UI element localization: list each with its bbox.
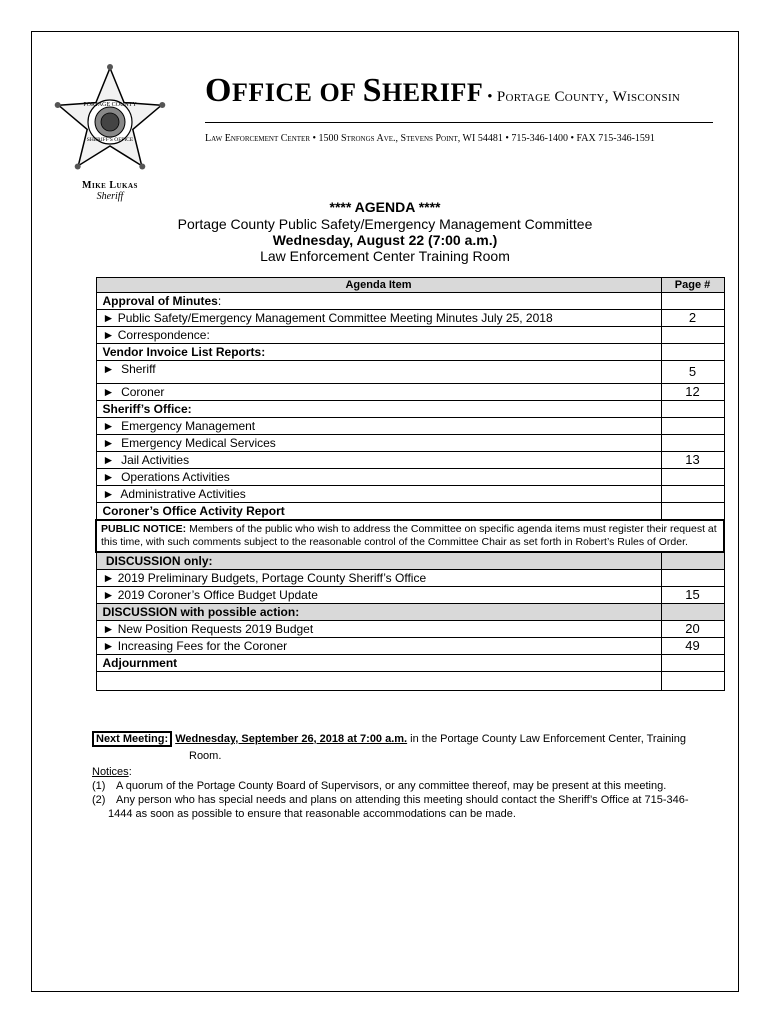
table-header-row <box>96 278 724 293</box>
star-tip-ball <box>159 102 165 108</box>
title-word-office: FFICE OF <box>231 78 363 107</box>
next-meeting-date: Wednesday, September 26, 2018 at 7:00 a.m. <box>175 733 408 745</box>
item-label: Coroner <box>121 385 165 399</box>
section-suffix: : <box>217 294 222 308</box>
table-row <box>96 344 724 361</box>
table-row <box>96 452 724 469</box>
table-row <box>96 401 724 418</box>
notices-colon: : <box>128 766 132 778</box>
page-number: 12 <box>661 384 724 401</box>
table-row <box>96 552 724 570</box>
agenda-item <box>96 587 661 604</box>
item-label: New Position Requests 2019 Budget <box>117 622 314 636</box>
badge-ring-2 <box>101 113 119 131</box>
item-label: 2019 Preliminary Budgets, Portage County Sheriff’s Office <box>117 571 427 585</box>
page-number <box>661 486 724 503</box>
agenda-item: Sheriff’s Office: <box>96 401 661 418</box>
item-label: Emergency Management <box>121 419 256 433</box>
agenda-item: Adjournment <box>96 655 661 672</box>
table-row <box>96 638 724 655</box>
table-row <box>96 418 724 435</box>
star-tip-ball <box>55 102 61 108</box>
section-label: Approval of Minutes <box>102 294 218 308</box>
page-number <box>661 604 724 621</box>
col-header-page: Page # <box>661 278 724 293</box>
table-row <box>96 293 724 310</box>
footer <box>92 732 717 821</box>
page-number <box>661 552 724 570</box>
office-address: Law Enforcement Center • 1500 Strongs Ave., Stevens Point, WI 54481 • 715-346-1400 • FAX 715-346-1591 <box>205 133 655 144</box>
page-number: 5 <box>661 361 724 384</box>
notice-item <box>92 779 717 793</box>
bullet-icon: ► <box>102 453 115 467</box>
public-notice <box>96 520 724 552</box>
bullet-icon: ► <box>102 436 115 450</box>
star-tip-ball <box>139 164 145 170</box>
next-meeting-label: Next Meeting: <box>92 731 172 747</box>
badge-text-top: PORTAGE COUNTY <box>83 102 137 108</box>
badge-text-bottom: SHERIFF'S OFFICE <box>86 137 134 143</box>
sheriff-name-text: Mike Lukas <box>82 180 138 191</box>
table-row <box>96 310 724 327</box>
agenda-item <box>96 327 661 344</box>
table-row <box>96 327 724 344</box>
agenda-table <box>95 277 725 691</box>
agenda-item <box>96 418 661 435</box>
bullet-icon: ► <box>102 639 115 653</box>
bullet-icon: ► <box>102 385 115 399</box>
next-meeting-place: in the Portage County Law Enforcement Center, Training <box>407 733 686 745</box>
agenda-item <box>96 384 661 401</box>
agenda-item <box>96 293 661 310</box>
page-number <box>661 469 724 486</box>
item-label: Public Safety/Emergency Management Committee Meeting Minutes July 25, 2018 <box>117 311 553 325</box>
page-number: 13 <box>661 452 724 469</box>
table-row <box>96 435 724 452</box>
bullet-icon: ► <box>102 419 115 433</box>
table-row <box>96 469 724 486</box>
agenda-item <box>96 552 661 570</box>
table-row <box>96 486 724 503</box>
agenda-item: Coroner’s Office Activity Report <box>96 503 661 521</box>
page-number <box>661 344 724 361</box>
agenda-item: DISCUSSION with possible action: <box>96 604 661 621</box>
notice-number: (2) <box>92 794 106 806</box>
page-number <box>661 655 724 672</box>
bullet-icon: ► <box>102 622 115 636</box>
next-meeting-room: Room. <box>189 750 222 762</box>
item-label: Increasing Fees for the Coroner <box>117 639 288 653</box>
page-number <box>661 327 724 344</box>
sheriff-title: Sheriff <box>96 191 124 202</box>
page-number: 2 <box>661 310 724 327</box>
public-notice-row <box>96 520 724 552</box>
page-number <box>661 293 724 310</box>
public-notice-label: PUBLIC NOTICE: <box>101 523 187 535</box>
bullet-icon: ► <box>102 571 115 585</box>
table-row <box>96 655 724 672</box>
public-notice-text: Members of the public who wish to address the Committee on specific agenda items must register their request at this time, with such comments subject to the reasonable control of the Committee Chair as set forth in Robert’s Rules of Order. <box>101 523 717 548</box>
star-tip-ball <box>75 164 81 170</box>
title-letter-s: S <box>362 72 383 109</box>
table-row <box>96 384 724 401</box>
table-row <box>96 361 724 384</box>
item-label: Correspondence: <box>117 328 210 342</box>
agenda-item <box>96 570 661 587</box>
col-header-agenda-item: Agenda Item <box>96 278 661 293</box>
page-number <box>661 435 724 452</box>
meeting-location: Law Enforcement Center Training Room <box>260 248 510 264</box>
table-row-blank <box>96 672 724 691</box>
title-word-sheriff: HERIFF <box>382 78 484 107</box>
bullet-icon: ► <box>102 362 115 376</box>
bullet-icon: ► <box>102 588 115 602</box>
notices-heading <box>92 765 717 779</box>
item-label: Administrative Activities <box>120 487 246 501</box>
item-label: Operations Activities <box>121 470 230 484</box>
agenda-item <box>96 621 661 638</box>
star-tip-ball <box>107 64 113 70</box>
bullet-icon: ► <box>102 328 115 342</box>
table-row <box>96 503 724 521</box>
page-number <box>661 503 724 521</box>
page-number: 20 <box>661 621 724 638</box>
agenda-item <box>96 469 661 486</box>
notice-text: A quorum of the Portage County Board of Supervisors, or any committee thereof, may be present at this meeting. <box>116 780 667 792</box>
page-number-empty <box>661 672 724 691</box>
header-rule <box>205 122 713 123</box>
table-row <box>96 604 724 621</box>
page-number <box>661 401 724 418</box>
bullet-icon: ► <box>102 470 115 484</box>
page-number: 15 <box>661 587 724 604</box>
committee-name: Portage County Public Safety/Emergency Management Committee <box>177 216 593 232</box>
item-label: Jail Activities <box>121 453 190 467</box>
item-label: Sheriff <box>121 362 156 376</box>
sheriff-star-badge-logo <box>52 62 168 178</box>
notice-item <box>92 793 717 807</box>
agenda-item: Vendor Invoice List Reports: <box>96 344 661 361</box>
notice-number: (1) <box>92 780 106 792</box>
item-label: Emergency Medical Services <box>121 436 276 450</box>
next-meeting <box>92 732 717 746</box>
bullet-icon: ► <box>102 487 115 501</box>
agenda-heading: **** AGENDA **** <box>329 199 441 215</box>
sheriff-name <box>60 180 160 191</box>
table-row <box>96 587 724 604</box>
notice-continuation: 1444 as soon as possible to ensure that reasonable accommodations can be made. <box>108 808 516 820</box>
page-number <box>661 418 724 435</box>
agenda-item <box>96 638 661 655</box>
page-number: 49 <box>661 638 724 655</box>
section-label: DISCUSSION only: <box>105 554 213 568</box>
table-row <box>96 621 724 638</box>
page-number <box>661 570 724 587</box>
agenda-item <box>96 310 661 327</box>
agenda-item <box>96 435 661 452</box>
agenda-item <box>96 486 661 503</box>
table-row <box>96 570 724 587</box>
item-label: 2019 Coroner’s Office Budget Update <box>117 588 318 602</box>
title-county: • Portage County, Wisconsin <box>483 89 681 105</box>
title-letter-o: O <box>205 72 232 109</box>
agenda-item <box>96 361 661 384</box>
notices-label: Notices <box>92 766 129 778</box>
office-title <box>205 72 680 110</box>
agenda-item <box>96 452 661 469</box>
notice-text: Any person who has special needs and plans on attending this meeting should contact the Sheriff’s Office at 715-346- <box>116 794 689 806</box>
meeting-date: Wednesday, August 22 (7:00 a.m.) <box>272 232 498 248</box>
agenda-item-empty <box>96 672 661 691</box>
bullet-icon: ► <box>102 311 115 325</box>
